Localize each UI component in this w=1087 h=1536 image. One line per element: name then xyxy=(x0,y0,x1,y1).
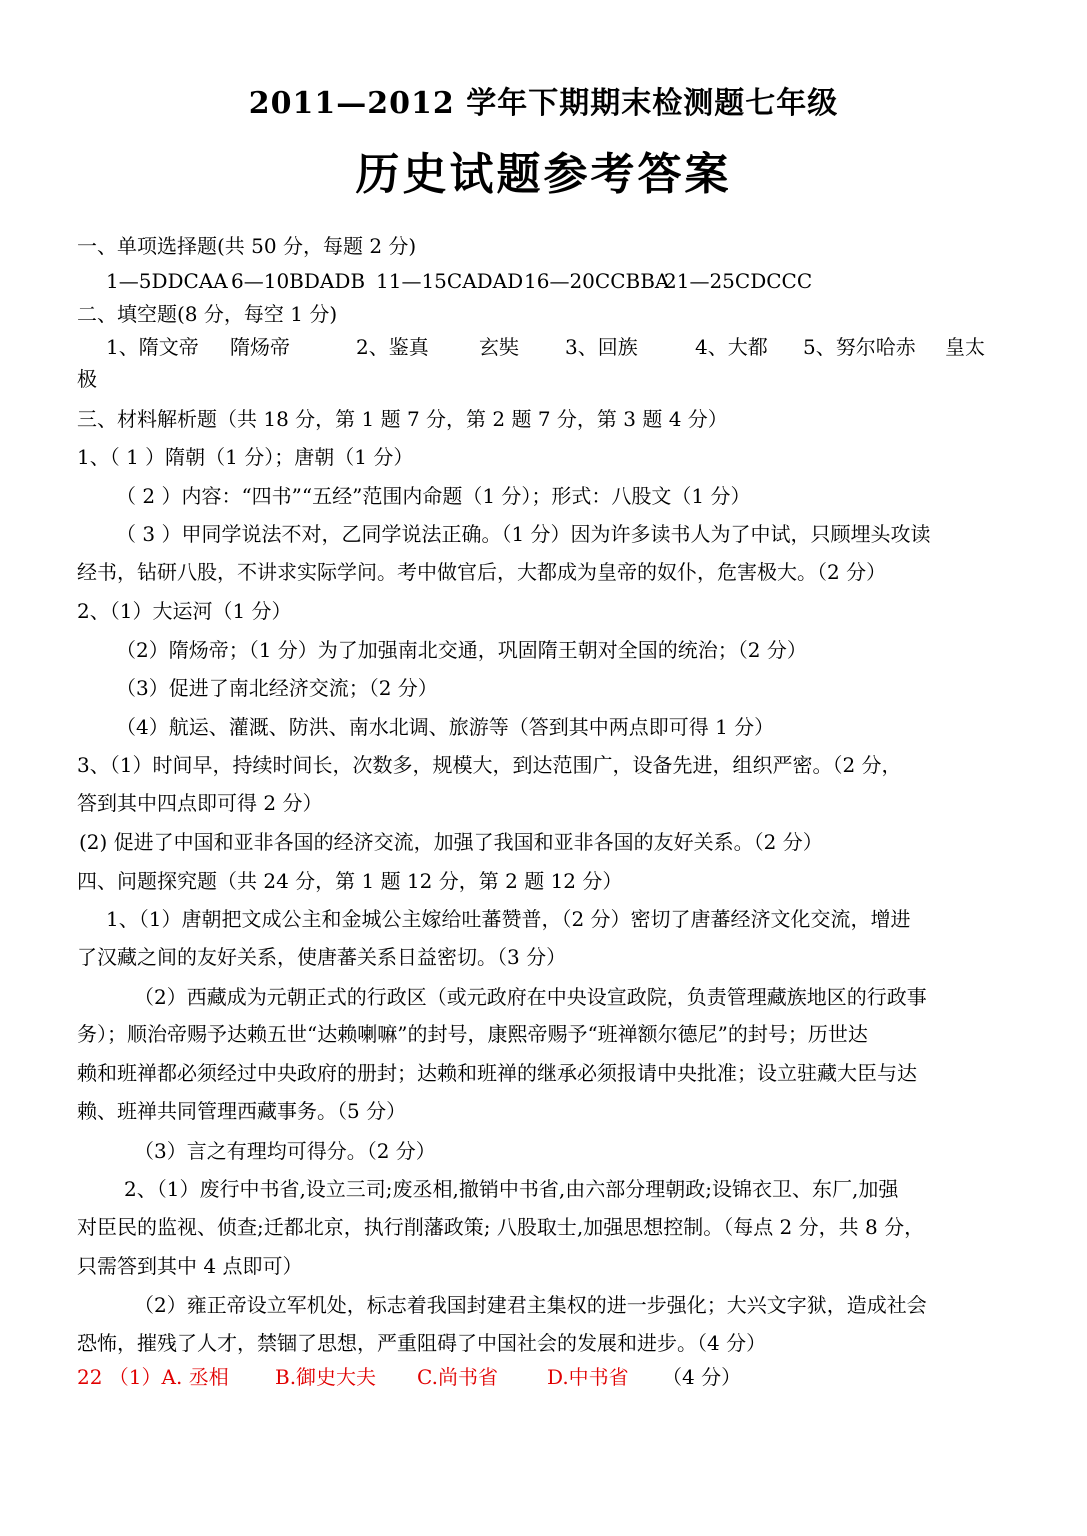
answer-group: 6—10BDADB xyxy=(231,269,366,293)
s4-q2-part2-line2: 恐怖，摧残了人才，禁锢了思想，严重阻碍了中国社会的发展和进步。（4 分） xyxy=(77,1331,767,1355)
q22-option-c: C.尚书省 xyxy=(417,1365,498,1389)
s4-q1-part1-line2: 了汉藏之间的友好关系，使唐蕃关系日益密切。（3 分） xyxy=(77,945,567,969)
s4-q2-part1-line1: 2、（1）废行中书省,设立三司;废丞相,撤销中书省,由六部分理朝政;设锦衣卫、东厂,加强 xyxy=(124,1177,899,1201)
section-2-heading: 二、填空题(8 分，每空 1 分) xyxy=(77,302,338,326)
answer-group: 1—5DDCAA xyxy=(106,269,228,293)
s3-q1-part3-line2: 经书，钻研八股，不讲求实际学问。考中做官后，大都成为皇帝的奴仆，危害极大。（2 分） xyxy=(77,560,887,584)
fill-answer: 皇太 xyxy=(945,335,985,359)
s4-q1-part2-line2: 务）；顺治帝赐予达赖五世“达赖喇嘛”的封号，康熙帝赐予“班禅额尔德尼”的封号；历世达 xyxy=(77,1022,868,1046)
answer-group: 16—20CCBBA xyxy=(524,269,670,293)
s3-q2-part2: （2）隋炀帝；（1 分）为了加强南北交通，巩固隋王朝对全国的统治；（2 分） xyxy=(116,638,807,662)
s3-q2-part3: （3）促进了南北经济交流；（2 分） xyxy=(116,676,438,700)
s3-q3-part1-line2: 答到其中四点即可得 2 分） xyxy=(77,791,323,815)
s4-q1-part2-line1: （2）西藏成为元朝正式的行政区（或元政府在中央设宣政院，负责管理藏族地区的行政事 xyxy=(134,985,927,1009)
section-4-heading: 四、问题探究题（共 24 分，第 1 题 12 分，第 2 题 12 分） xyxy=(77,869,623,893)
s4-q2-part2-line1: （2）雍正帝设立军机处，标志着我国封建君主集权的进一步强化；大兴文字狱，造成社会 xyxy=(134,1293,927,1317)
answer-key-title: 历史试题参考答案 xyxy=(355,149,732,200)
answer-group: 21—25CDCCC xyxy=(664,269,813,293)
fill-answer-wrap: 极 xyxy=(77,367,97,391)
fill-answer: 2、鉴真 xyxy=(356,335,429,359)
q22-option-a: 22 （1）A. 丞相 xyxy=(77,1365,229,1389)
s4-q1-part1-line1: 1、（1）唐朝把文成公主和金城公主嫁给吐蕃赞普，（2 分）密切了唐蕃经济文化交流，增进 xyxy=(106,907,911,931)
s3-q1-part1: 1、（ 1 ）隋朝（1 分）；唐朝（1 分） xyxy=(77,445,414,469)
answer-group: 11—15CADAD xyxy=(376,269,524,293)
fill-answer: 1、隋文帝 xyxy=(106,335,199,359)
fill-answers xyxy=(106,334,985,360)
fill-answer: 隋炀帝 xyxy=(230,335,290,359)
q22-option-b: B.御史大夫 xyxy=(275,1365,377,1389)
fill-answer: 3、回族 xyxy=(565,335,638,359)
s4-q1-part2-line3: 赖和班禅都必须经过中央政府的册封；达赖和班禅的继承必须报请中央批准；设立驻藏大臣与达 xyxy=(77,1061,917,1085)
q22-option-d: D.中书省 xyxy=(547,1365,629,1389)
s4-q1-part2-line4: 赖、班禅共同管理西藏事务。（5 分） xyxy=(77,1099,407,1123)
q22-score: （4 分） xyxy=(662,1365,742,1389)
s4-q2-part1-line3: 只需答到其中 4 点即可） xyxy=(77,1254,303,1278)
s3-q2-part1: 2、（1）大运河（1 分） xyxy=(77,599,292,623)
fill-answer: 玄奘 xyxy=(479,335,519,359)
s3-q2-part4: （4）航运、灌溉、防洪、南水北调、旅游等（答到其中两点即可得 1 分） xyxy=(116,715,775,739)
section-1-heading: 一、单项选择题(共 50 分，每题 2 分) xyxy=(77,234,417,258)
fill-answer: 4、大都 xyxy=(695,335,768,359)
section-3-heading: 三、材料解析题（共 18 分，第 1 题 7 分，第 2 题 7 分，第 3 题 4 分） xyxy=(77,407,728,431)
choice-answers xyxy=(106,268,812,294)
s4-q2-part1-line2: 对臣民的监视、侦查;迁都北京，执行削藩政策; 八股取士,加强思想控制。（每点 2 分，共 8 分， xyxy=(77,1215,925,1239)
s3-q1-part3-line1: （ 3 ）甲同学说法不对，乙同学说法正确。（1 分）因为许多读书人为了中试，只顾埋头攻读 xyxy=(116,522,931,546)
s4-q1-part3: （3）言之有理均可得分。（2 分） xyxy=(134,1139,436,1163)
s3-q1-part2: （ 2 ）内容：“四书”“五经”范围内命题（1 分）；形式：八股文（1 分） xyxy=(116,484,751,508)
s3-q3-part2: (2) 促进了中国和亚非各国的经济交流，加强了我国和亚非各国的友好关系。（2 分） xyxy=(79,830,823,854)
exam-title: 2011—2012 学年下期期末检测题七年级 xyxy=(248,86,839,121)
s3-q3-part1-line1: 3、（1）时间早，持续时间长，次数多，规模大，到达范围广，设备先进，组织严密。（2 分， xyxy=(77,753,902,777)
fill-answer: 5、努尔哈赤 xyxy=(803,335,916,359)
